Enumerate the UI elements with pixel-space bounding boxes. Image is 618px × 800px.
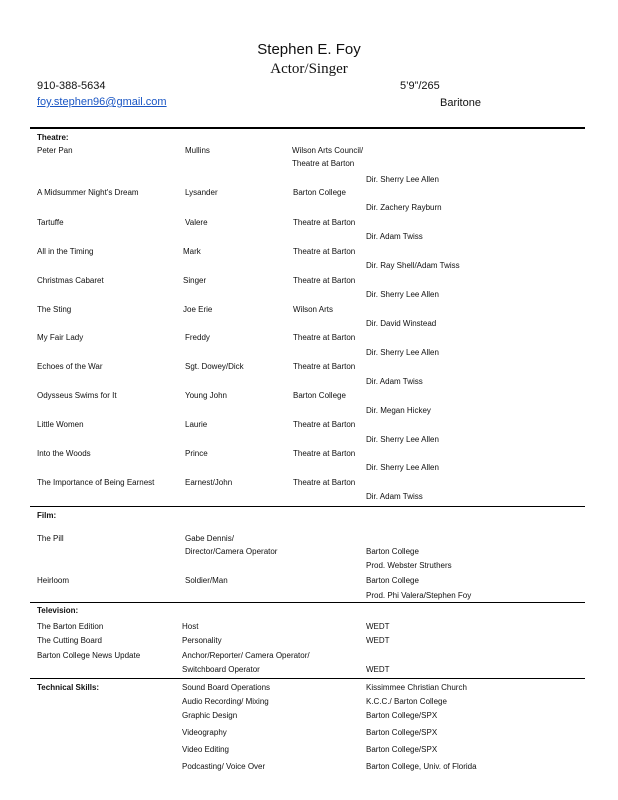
tv-station: WEDT: [366, 622, 390, 631]
theatre-company: Wilson Arts: [293, 305, 334, 314]
theatre-director: Dir. Sherry Lee Allen: [366, 175, 439, 184]
film-role-line2: Director/Camera Operator: [185, 547, 278, 556]
television-divider: [30, 678, 585, 679]
film-heading: Film:: [37, 511, 57, 520]
tv-role: Host: [182, 622, 199, 631]
skill-place: Kissimmee Christian Church: [366, 683, 467, 692]
skill-name: Audio Recording/ Mixing: [182, 697, 269, 706]
theatre-show: Peter Pan: [37, 146, 73, 155]
film-producer: Prod. Webster Struthers: [366, 561, 452, 570]
theatre-role: Earnest/John: [185, 478, 233, 487]
theatre-director: Dir. Sherry Lee Allen: [366, 463, 439, 472]
theatre-director: Dir. Adam Twiss: [366, 377, 423, 386]
theatre-company: Theatre at Barton: [293, 478, 356, 487]
film-role: Gabe Dennis/: [185, 534, 234, 543]
skill-name: Graphic Design: [182, 711, 238, 720]
theatre-role: Mark: [183, 247, 201, 256]
theatre-director: Dir. Zachery Rayburn: [366, 203, 442, 212]
tv-title: The Barton Edition: [37, 622, 104, 631]
theatre-role: Sgt. Dowey/Dick: [185, 362, 244, 371]
theatre-role: Young John: [185, 391, 227, 400]
tv-role-line2: Switchboard Operator: [182, 665, 260, 674]
theatre-company: Barton College: [293, 188, 346, 197]
theatre-show: A Midsummer Night's Dream: [37, 188, 139, 197]
skill-name: Videography: [182, 728, 227, 737]
theatre-company-line2: Theatre at Barton: [292, 159, 355, 168]
theatre-company: Theatre at Barton: [293, 247, 356, 256]
theatre-role: Mullins: [185, 146, 210, 155]
height-weight: 5’9”/265: [400, 80, 440, 92]
theatre-show: Into the Woods: [37, 449, 91, 458]
skill-place: Barton College, Univ. of Florida: [366, 762, 477, 771]
phone-number: 910-388-5634: [37, 80, 106, 92]
skill-place: Barton College/SPX: [366, 711, 438, 720]
theatre-director: Dir. Sherry Lee Allen: [366, 348, 439, 357]
theatre-role: Valere: [185, 218, 208, 227]
theatre-show: Little Women: [37, 420, 84, 429]
theatre-role: Freddy: [185, 333, 210, 342]
film-title: The Pill: [37, 534, 64, 543]
theatre-role: Prince: [185, 449, 208, 458]
theatre-role: Lysander: [185, 188, 218, 197]
theatre-show: My Fair Lady: [37, 333, 84, 342]
theatre-director: Dir. Ray Shell/Adam Twiss: [366, 261, 460, 270]
header-divider: [30, 127, 585, 129]
theatre-company: Theatre at Barton: [293, 276, 356, 285]
voice-type: Baritone: [440, 97, 481, 109]
tv-station: WEDT: [366, 636, 390, 645]
email-link[interactable]: foy.stephen96@gmail.com: [37, 96, 167, 108]
theatre-divider: [30, 506, 585, 507]
television-heading: Television:: [37, 606, 79, 615]
theatre-heading: Theatre:: [37, 133, 69, 142]
film-role: Soldier/Man: [185, 576, 228, 585]
actor-role: Actor/Singer: [270, 61, 348, 77]
film-divider: [30, 602, 585, 603]
theatre-company: Barton College: [293, 391, 346, 400]
skill-name: Sound Board Operations: [182, 683, 271, 692]
tv-title: The Cutting Board: [37, 636, 102, 645]
theatre-company: Theatre at Barton: [293, 449, 356, 458]
theatre-company: Theatre at Barton: [293, 420, 356, 429]
actor-name: Stephen E. Foy: [257, 41, 361, 58]
skill-place: Barton College/SPX: [366, 745, 438, 754]
theatre-director: Dir. David Winstead: [366, 319, 437, 328]
theatre-company: Theatre at Barton: [293, 218, 356, 227]
theatre-show: The Sting: [37, 305, 72, 314]
film-title: Heirloom: [37, 576, 70, 585]
theatre-role: Joe Erie: [183, 305, 213, 314]
theatre-show: The Importance of Being Earnest: [37, 478, 155, 487]
theatre-show: Odysseus Swims for It: [37, 391, 117, 400]
technical-heading: Technical Skills:: [37, 683, 100, 692]
theatre-show: Echoes of the War: [37, 362, 103, 371]
theatre-show: All in the Timing: [37, 247, 94, 256]
tv-title: Barton College News Update: [37, 651, 141, 660]
theatre-role: Singer: [183, 276, 207, 285]
tv-station: WEDT: [366, 665, 390, 674]
theatre-role: Laurie: [185, 420, 208, 429]
theatre-director: Dir. Adam Twiss: [366, 492, 423, 501]
skill-name: Podcasting/ Voice Over: [182, 762, 266, 771]
tv-role: Anchor/Reporter/ Camera Operator/: [182, 651, 310, 660]
theatre-director: Dir. Sherry Lee Allen: [366, 290, 439, 299]
theatre-company: Theatre at Barton: [293, 362, 356, 371]
theatre-company: Wilson Arts Council/: [292, 146, 364, 155]
film-company: Barton College: [366, 576, 419, 585]
film-producer: Prod. Phi Valera/Stephen Foy: [366, 591, 472, 600]
skill-place: Barton College/SPX: [366, 728, 438, 737]
theatre-show: Christmas Cabaret: [37, 276, 104, 285]
theatre-company: Theatre at Barton: [293, 333, 356, 342]
skill-place: K.C.C./ Barton College: [366, 697, 447, 706]
tv-role: Personality: [182, 636, 222, 645]
skill-name: Video Editing: [182, 745, 229, 754]
theatre-director: Dir. Sherry Lee Allen: [366, 435, 439, 444]
theatre-director: Dir. Megan Hickey: [366, 406, 431, 415]
theatre-director: Dir. Adam Twiss: [366, 232, 423, 241]
theatre-show: Tartuffe: [37, 218, 64, 227]
film-company: Barton College: [366, 547, 419, 556]
